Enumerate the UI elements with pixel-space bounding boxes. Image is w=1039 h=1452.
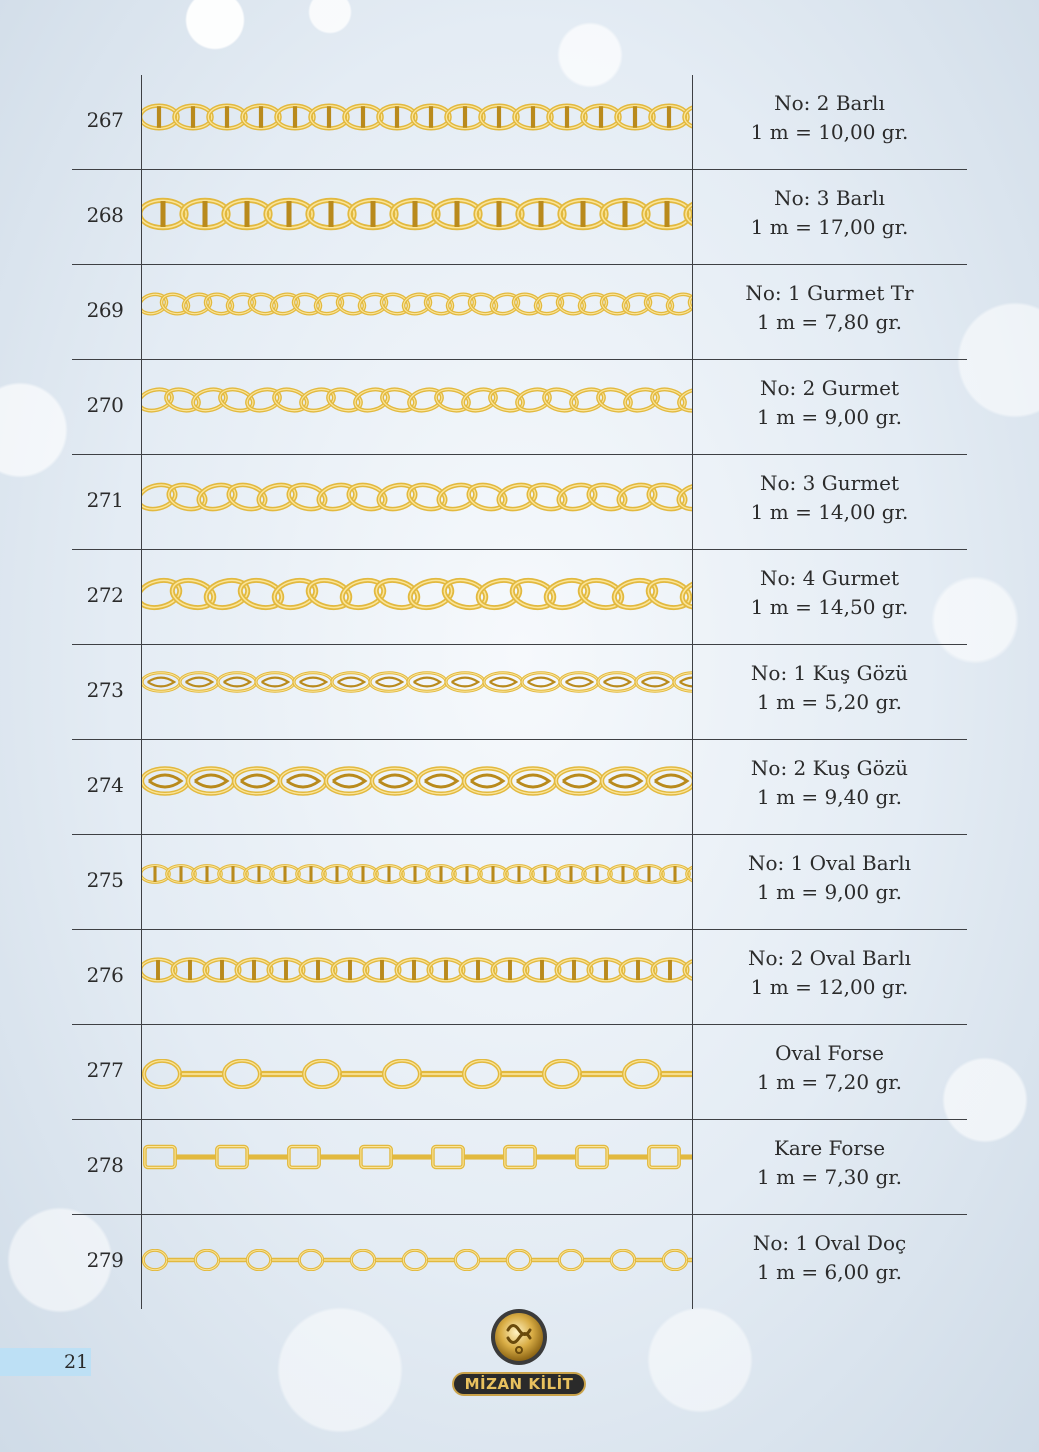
product-row	[72, 740, 967, 835]
product-row	[72, 360, 967, 455]
chain-image-cell	[141, 740, 693, 834]
product-row	[72, 75, 967, 170]
brand-emblem-icon	[452, 1308, 586, 1372]
product-code: 268	[86, 203, 124, 227]
product-weight: 1 m = 14,00 gr.	[750, 500, 909, 524]
chain-image	[142, 576, 692, 612]
product-description	[692, 279, 967, 337]
product-description	[692, 374, 967, 432]
product-description	[692, 1134, 967, 1192]
product-name: No: 3 Barlı	[774, 186, 885, 210]
chain-image-cell	[141, 265, 693, 359]
product-row	[72, 835, 967, 930]
product-weight: 1 m = 10,00 gr.	[750, 120, 909, 144]
product-code: 274	[86, 773, 124, 797]
page-number-tab	[0, 1348, 91, 1376]
chain-image-cell	[141, 550, 693, 644]
chain-image-cell	[141, 75, 693, 169]
product-code: 276	[86, 963, 124, 987]
product-weight: 1 m = 7,30 gr.	[757, 1165, 902, 1189]
product-code: 275	[86, 868, 124, 892]
product-weight: 1 m = 9,00 gr.	[757, 880, 902, 904]
product-name: No: 2 Gurmet	[760, 376, 899, 400]
chain-image-cell	[141, 1120, 693, 1214]
product-name: No: 1 Gurmet Tr	[745, 281, 914, 305]
chain-image	[142, 1144, 692, 1170]
product-weight: 1 m = 7,80 gr.	[757, 310, 902, 334]
chain-image	[142, 196, 692, 232]
product-weight: 1 m = 14,50 gr.	[750, 595, 909, 619]
product-row	[72, 455, 967, 550]
product-description	[692, 89, 967, 147]
product-name: No: 2 Kuş Gözü	[750, 756, 909, 780]
product-code: 278	[86, 1153, 124, 1177]
product-name: No: 3 Gurmet	[760, 471, 899, 495]
product-weight: 1 m = 7,20 gr.	[757, 1070, 902, 1094]
product-code: 270	[86, 393, 124, 417]
product-description	[692, 1039, 967, 1097]
chain-image	[142, 863, 692, 885]
product-code: 279	[86, 1248, 124, 1272]
chain-image-cell	[141, 455, 693, 549]
chain-image-cell	[141, 360, 693, 454]
chain-image	[142, 671, 692, 693]
chain-image	[142, 102, 692, 132]
product-name: Oval Forse	[775, 1041, 884, 1065]
chain-image-cell	[141, 1215, 693, 1309]
chain-image	[142, 1249, 692, 1271]
chain-image	[142, 766, 692, 796]
product-code: 269	[86, 298, 124, 322]
chain-catalog	[72, 75, 967, 1309]
product-name: No: 2 Barlı	[774, 91, 885, 115]
product-description	[692, 564, 967, 622]
product-row	[72, 1120, 967, 1215]
product-name: Kare Forse	[773, 1136, 886, 1160]
chain-image	[142, 481, 692, 513]
product-name: No: 1 Kuş Gözü	[750, 661, 909, 685]
chain-image	[142, 1059, 692, 1089]
product-row	[72, 1025, 967, 1120]
product-code: 277	[86, 1058, 124, 1082]
chain-image-cell	[141, 930, 693, 1024]
product-description	[692, 1229, 967, 1287]
product-name: No: 4 Gurmet	[760, 566, 899, 590]
chain-image	[142, 956, 692, 984]
product-weight: 1 m = 17,00 gr.	[750, 215, 909, 239]
product-weight: 1 m = 6,00 gr.	[757, 1260, 902, 1284]
chain-image-cell	[141, 645, 693, 739]
product-row	[72, 930, 967, 1025]
chain-image	[142, 386, 692, 414]
product-weight: 1 m = 5,20 gr.	[757, 690, 902, 714]
product-description	[692, 849, 967, 907]
page-number: 21	[64, 1351, 89, 1373]
brand-logo	[452, 1308, 586, 1400]
product-row	[72, 170, 967, 265]
product-name: No: 2 Oval Barlı	[747, 946, 912, 970]
product-name: No: 1 Oval Doç	[752, 1231, 907, 1255]
product-code: 273	[86, 678, 124, 702]
product-row	[72, 645, 967, 740]
product-description	[692, 944, 967, 1002]
chain-image-cell	[141, 835, 693, 929]
product-row	[72, 1215, 967, 1309]
product-description	[692, 754, 967, 812]
product-weight: 1 m = 12,00 gr.	[750, 975, 909, 999]
chain-image-cell	[141, 1025, 693, 1119]
product-row	[72, 265, 967, 360]
product-name: No: 1 Oval Barlı	[747, 851, 912, 875]
product-description	[692, 469, 967, 527]
chain-image	[142, 291, 692, 317]
product-description	[692, 659, 967, 717]
brand-name: MİZAN KİLİT	[452, 1372, 586, 1396]
product-description	[692, 184, 967, 242]
product-code: 271	[86, 488, 124, 512]
chain-image-cell	[141, 170, 693, 264]
product-weight: 1 m = 9,40 gr.	[757, 785, 902, 809]
product-code: 272	[86, 583, 124, 607]
product-weight: 1 m = 9,00 gr.	[757, 405, 902, 429]
product-row	[72, 550, 967, 645]
product-code: 267	[86, 108, 124, 132]
